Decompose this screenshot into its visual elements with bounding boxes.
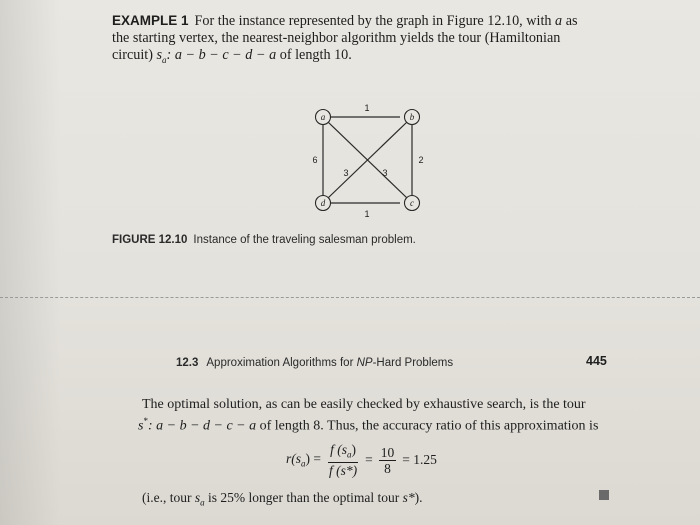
figure-caption-text: Instance of the traveling salesman problem.	[193, 234, 416, 246]
accuracy-ratio-formula: $r(s_a)$ = $\frac{f (s_a)}{f (s*)}$ = $\frac{10}{8}$ = 1.25	[286, 441, 437, 479]
weight-a-d: 6	[312, 155, 318, 165]
tsp-graph	[300, 100, 430, 220]
figure-caption	[112, 234, 592, 246]
running-head: 12.3 Approximation Algorithms for NP-Hard Problems	[176, 357, 454, 369]
ratio-result: = 1.25	[402, 452, 437, 467]
vertex-label-b: b	[409, 112, 415, 122]
end-of-example-square	[599, 490, 609, 500]
weight-a-b: 1	[364, 103, 370, 113]
optimal-solution-paragraph: The optimal solution, as can be easily checked by exhaustive search, is the tour s*: a − b − d − c − a of length 8. Thus, the accuracy ratio of this approximation is	[138, 397, 599, 434]
weight-c-d: 1	[364, 209, 370, 219]
weight-b-d: 3	[382, 168, 388, 178]
weight-b-c: 2	[418, 155, 424, 165]
example-label: EXAMPLE 1	[112, 13, 189, 28]
page-shadow	[0, 0, 60, 525]
vertex-label-a: a	[320, 112, 326, 122]
vertex-label-d: d	[320, 198, 326, 208]
page-number: 445	[586, 354, 607, 368]
vertex-label-c: c	[410, 198, 414, 208]
fraction-numeric: $\frac{10}{8}$	[380, 444, 395, 476]
closing-remark: (i.e., tour $s_a$ is 25% longer than the optimal tour s*).	[142, 490, 423, 508]
figure-number: FIGURE 12.10	[112, 234, 188, 246]
example-paragraph: EXAMPLE 1 For the instance represented by the graph in Figure 12.10, with a as the starting vertex, the nearest-neighbor algorithm yields the tour (Hamiltonian circuit) $s_a$: a − b − c − d − a of length 10.	[112, 13, 578, 65]
page-divider	[0, 297, 700, 298]
fraction-f: $\frac{f (s_a)}{f (s*)}$	[329, 441, 358, 479]
section-number: 12.3	[176, 357, 199, 369]
weight-a-c: 3	[343, 168, 349, 178]
